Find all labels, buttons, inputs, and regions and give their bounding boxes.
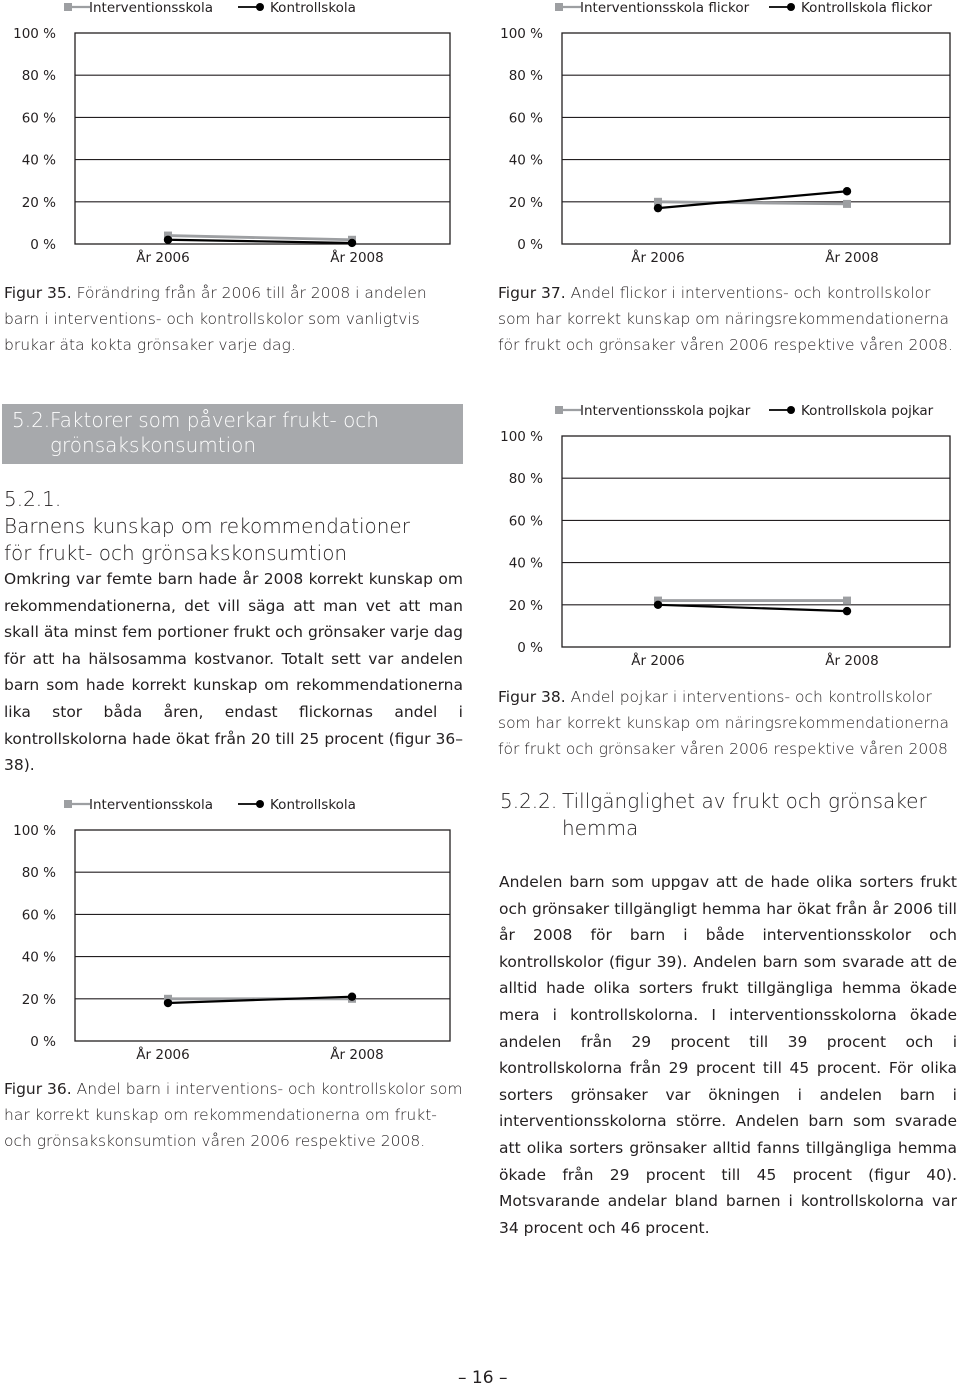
legend-marker	[787, 3, 795, 11]
y-tick-label: 80 %	[508, 471, 543, 488]
y-tick-label: 80 %	[508, 68, 543, 85]
y-tick-label: 0 %	[30, 237, 56, 253]
legend-label: Interventionsskola	[89, 0, 214, 16]
chart-svg	[0, 790, 470, 1070]
chart-figur-35	[0, 0, 470, 275]
chart-svg	[495, 0, 960, 275]
page-number: – 16 –	[458, 1368, 508, 1388]
data-point	[654, 204, 662, 212]
y-tick-label: 60 %	[508, 513, 543, 530]
caption-text: Andel pojkar i interventions- och kontrollskolor som har korrekt kunskap om näringsrekommendationerna för frukt och grönsaker våren 2006 respektive våren 2008	[498, 688, 949, 758]
chart-figur-37	[495, 0, 960, 275]
caption-figur-37	[498, 280, 958, 358]
data-point	[348, 239, 356, 247]
y-tick-label: 20 %	[21, 194, 56, 211]
subsection-number: 5.2.1.	[4, 487, 62, 511]
series-line	[658, 191, 847, 208]
caption-number: Figur 37.	[498, 284, 566, 302]
series-line	[168, 236, 352, 240]
plot-area	[562, 436, 950, 647]
y-tick-label: 60 %	[21, 907, 56, 924]
x-tick-label: År 2008	[330, 250, 384, 266]
y-tick-label: 40 %	[21, 152, 56, 169]
legend-label: Interventionsskola flickor	[580, 0, 750, 16]
subsection-title	[4, 513, 410, 567]
x-tick-label: År 2006	[631, 653, 685, 669]
legend-marker	[256, 3, 264, 11]
y-tick-label: 100 %	[500, 26, 543, 42]
paragraph-tillganglighet: Andelen barn som uppgav att de hade olika sorters frukt och grönsaker tillgängligt hemma har ökat från år 2006 till år 2008 för barn i både interventionsskolor och kontrollskolor (figur 39). Andelen barn som svarade att de alltid hade olika sorters frukt tillgängliga hemma ökade mera i kontrollskolorna. I interventionsskolorna ökade andelen från 29 procent till 39 procent och i kontrollskolorna från 29 procent till 45 procent. För olika sorters grönsaker var ökningen i andelen barn i interventionsskolorna större. Andelen barn som svarade att olika sorters grönsaker alltid fanns tillgängliga hemma ökade från 29 procent till 45 procent (figur 40). Motsvarande andelar bland barnen i kontrollskolorna var 34 procent och 46 procent.	[499, 873, 957, 1237]
y-tick-label: 0 %	[517, 640, 543, 656]
section-heading-line-2	[12, 433, 453, 458]
data-point	[164, 999, 172, 1007]
legend-label: Interventionsskola pojkar	[580, 403, 751, 419]
caption-figur-38	[498, 684, 958, 762]
x-tick-label: År 2008	[825, 250, 879, 266]
legend-label: Kontrollskola pojkar	[801, 403, 934, 419]
subsection-heading-5-2-1	[4, 486, 464, 567]
section-title-line-1: Faktorer som påverkar frukt- och	[50, 408, 379, 432]
chart-svg	[0, 0, 470, 275]
legend-marker	[64, 800, 72, 808]
legend-label: Interventionsskola	[89, 797, 214, 813]
legend-label: Kontrollskola	[270, 0, 356, 16]
legend-marker	[256, 800, 264, 808]
data-point	[843, 607, 851, 615]
plot-area	[75, 830, 450, 1041]
data-point	[164, 236, 172, 244]
section-title-line-2: grönsakskonsumtion	[50, 433, 257, 457]
caption-number: Figur 35.	[4, 284, 72, 302]
caption-number: Figur 38.	[498, 688, 566, 706]
y-tick-label: 40 %	[21, 949, 56, 966]
subsection-title-line-1: Tillgänglighet av frukt och grönsaker	[562, 789, 927, 813]
x-tick-label: År 2008	[330, 1047, 384, 1063]
y-tick-label: 100 %	[500, 429, 543, 445]
series-line	[658, 605, 847, 611]
y-tick-label: 0 %	[30, 1034, 56, 1050]
y-tick-label: 60 %	[508, 110, 543, 127]
chart-figur-36	[0, 790, 470, 1070]
legend-marker	[64, 3, 72, 11]
y-tick-label: 80 %	[21, 68, 56, 85]
section-number: 5.2.	[12, 408, 51, 432]
subsection-heading-5-2-2	[500, 788, 960, 842]
y-tick-label: 100 %	[13, 823, 56, 839]
data-point	[654, 601, 662, 609]
data-point	[843, 200, 851, 208]
caption-figur-35	[4, 280, 456, 358]
y-tick-label: 80 %	[21, 865, 56, 882]
chart-svg	[495, 398, 960, 678]
y-tick-label: 60 %	[21, 110, 56, 127]
y-tick-label: 20 %	[21, 991, 56, 1008]
section-heading-5-2	[2, 404, 463, 464]
legend-label: Kontrollskola	[270, 797, 356, 813]
caption-text: Andel flickor i interventions- och kontrollskolor som har korrekt kunskap om näringsrekommendationerna för frukt och grönsaker våren 2006 respektive våren 2008.	[498, 284, 953, 354]
y-tick-label: 40 %	[508, 152, 543, 169]
legend-label: Kontrollskola flickor	[801, 0, 933, 16]
data-point	[843, 597, 851, 605]
subsection-title-line-2: för frukt- och grönsakskonsumtion	[4, 541, 348, 565]
plot-area	[562, 33, 950, 244]
legend-marker	[555, 3, 563, 11]
y-tick-label: 40 %	[508, 555, 543, 572]
x-tick-label: År 2006	[136, 250, 190, 266]
chart-figur-38	[495, 398, 960, 678]
legend-marker	[787, 406, 795, 414]
subsection-title	[562, 788, 927, 842]
plot-area	[75, 33, 450, 244]
data-point	[348, 992, 356, 1000]
x-tick-label: År 2008	[825, 653, 879, 669]
subsection-number: 5.2.2.	[500, 789, 558, 813]
y-tick-label: 0 %	[517, 237, 543, 253]
section-heading-line-1	[12, 408, 453, 433]
y-tick-label: 100 %	[13, 26, 56, 42]
subsection-title-line-1: Barnens kunskap om rekommendationer	[4, 514, 410, 538]
y-tick-label: 20 %	[508, 194, 543, 211]
data-point	[843, 187, 851, 195]
x-tick-label: År 2006	[136, 1047, 190, 1063]
y-tick-label: 20 %	[508, 597, 543, 614]
paragraph-kunskap: Omkring var femte barn hade år 2008 korrekt kunskap om rekommendationerna, det vill säga att man vet att man skall äta minst fem portioner frukt och grönsaker varje dag för att ha hälsosamma kostvanor. Totalt sett var andelen barn som hade korrekt kunskap om rekommendationerna lika stor båda åren, endast flickornas andel i kontrollskolorna hade ökat från 20 till 25 procent (figur 36–38).	[4, 570, 463, 775]
x-tick-label: År 2006	[631, 250, 685, 266]
caption-figur-36	[4, 1076, 464, 1154]
subsection-title-line-2: hemma	[562, 816, 639, 840]
legend-marker	[555, 406, 563, 414]
caption-text: Förändring från år 2006 till år 2008 i andelen barn i interventions- och kontrollskolor som vanligtvis brukar äta kokta grönsaker varje dag.	[4, 284, 427, 354]
caption-text: Andel barn i interventions- och kontrollskolor som har korrekt kunskap om rekommendationerna om frukt- och grönsakskonsumtion våren 2006 respektive 2008.	[4, 1080, 463, 1150]
caption-number: Figur 36.	[4, 1080, 72, 1098]
